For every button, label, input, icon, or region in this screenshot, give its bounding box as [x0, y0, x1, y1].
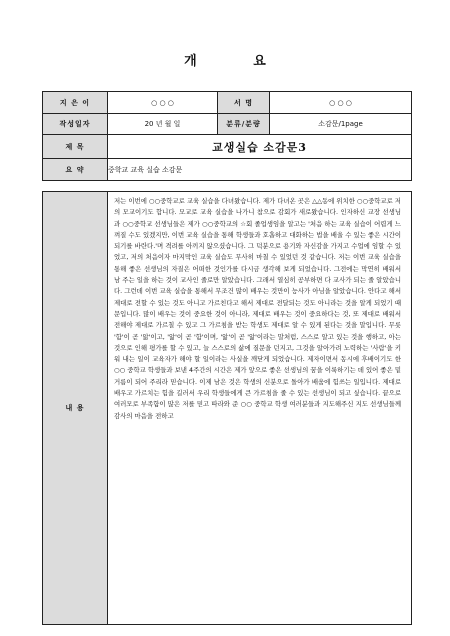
spacer-row — [43, 181, 412, 192]
writer-value: ○ ○ ○ — [270, 92, 412, 114]
subject-label: 제 목 — [43, 135, 108, 159]
summary-label: 요 약 — [43, 159, 108, 181]
date-label: 작성일자 — [43, 114, 108, 135]
content-label: 내 용 — [43, 192, 108, 625]
category-label: 분류/분량 — [218, 114, 270, 135]
date-value: 20 년 월 일 — [108, 114, 218, 135]
author-value: ○ ○ ○ — [108, 92, 218, 114]
subject-row — [43, 135, 412, 159]
writer-label: 서 명 — [218, 92, 270, 114]
summary-form — [42, 91, 412, 625]
author-label: 지 은 이 — [43, 92, 108, 114]
summary-row — [43, 159, 412, 181]
content-body: 저는 이번에 ○○중학교로 교육 실습을 다녀왔습니다. 제가 다녀온 곳은 △△동에 위치한 ○○중학교로 저의 모교이기도 합니다. 모교로 교육 실습을 나가니 참으로 감회가 새로왔습니다. 인자하신 교장 선생님과 ○○중학교 선생님들은 제가 ○○중학교의 ☆회 졸업생임을 알고는 '처음 하는 교육 실습이 어렵게 느껴질 수도 있겠지만, 이번 교육 실습을 통해 학생들과 호흡하고 대화하는 법을 배울 수 있는 좋은 시간이 되기를 바란다.'며 격려를 아끼지 않으셨습니다. 그 덕분으로 용기와 자신감을 가지고 수업에 임할 수 있었고, 저의 처음이자 마지막인 교육 실습도 무사히 마칠 수 있었던 것 같습니다. 저는 이번 교육 실습을 통해 좋은 선생님의 자질은 어떠한 것인가를 다시금 생각해 보게 되었습니다. 그전에는 막연히 배워서 남 주는 일을 하는 것이 교사인 줄로만 알았습니다. 그래서 열심히 공부하면 다 교사가 되는 줄 알았습니다. 그런데 이번 교육 실습을 통해서 무조건 많이 배우는 것만이 능사가 아님을 알았습니다. 안다고 해서 제대로 전할 수 있는 것도 아니고 가르친다고 해서 제대로 전달되는 것도 아니라는 것을 알게 되었기 때문입니다. 많이 배우는 것이 중요한 것이 아니라, 제대로 배우는 것이 중요하다는 것, 또 제대로 배워서 전해야 제대로 가르칠 수 있고 그 가르침을 받는 학생도 제대로 알 수 있게 된다는 것을 말입니다. 무릇 '함'이 곧 '앎'이고, '앎'이 곧 '함'이며, '앎'이 곧 '앎'이라는 말처럼, 스스로 알고 있는 것을 행하고, 아는 것으로 인해 평가를 할 수 있고, 늘 스스로의 삶에 질문을 던지고, 그것을 알아가려 노력하는 '사람'을 키워 내는 일이 교육자가 해야 할 일이라는 사실을 깨닫게 되었습니다. 제자이면서 동시에 후배이기도 한 ○○ 중학교 학생들과 보낸 4주간의 시간은 제가 앞으로 좋은 선생님의 꿈을 이룩하기는 데 있어 좋은 밑거름이 되어 주리라 믿습니다. 이제 남은 것은 학생의 신분으로 돌아가 배움에 힘쓰는 일입니다. 제대로 배우고 가르치는 힘을 길러서 우리 학생들에게 큰 가르침을 줄 수 있는 선생님이 되고 싶습니다. 끝으로 여러모로 부족함이 많은 저를 믿고 따라와 준 ○○ 중학교 학생 여러분들과 지도해주신 지도 선생님들께 감사의 마음을 전하고 — [114, 197, 404, 420]
summary-value: 중학교 교육 실습 소감문 — [108, 159, 412, 181]
date-row — [43, 114, 412, 135]
subject-value: 교생실습 소감문3 — [212, 140, 307, 154]
category-value: 소감문/1page — [270, 114, 412, 135]
author-row — [43, 92, 412, 114]
page-title: 개 요 — [184, 54, 292, 69]
content-row — [43, 192, 412, 625]
